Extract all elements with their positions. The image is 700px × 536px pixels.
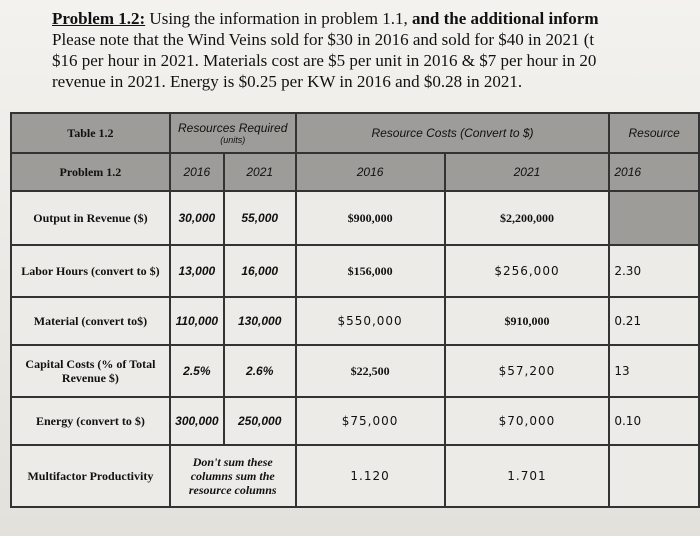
cell-energy-cost-2016: $75,000 <box>296 397 445 445</box>
cell-output-cost-2016: $900,000 <box>296 191 445 245</box>
year-2016-header: 2016 <box>170 153 224 191</box>
cell-material-2016: 110,000 <box>170 297 224 345</box>
table-row <box>11 245 699 297</box>
productivity-table <box>10 112 700 508</box>
table-title: Table 1.2 <box>11 113 170 153</box>
row-label-capital: Capital Costs (% of Total Revenue $) <box>11 345 170 397</box>
resources-required-header <box>170 113 296 153</box>
problem-line-1-bold: and the additional inform <box>411 9 599 28</box>
cell-labor-2016: 13,000 <box>170 245 224 297</box>
table-row <box>11 397 699 445</box>
table-header-row-1 <box>11 113 699 153</box>
problem-label: Problem 1.2 <box>11 153 170 191</box>
problem-line-1 <box>52 8 700 29</box>
cell-energy-2016: 300,000 <box>170 397 224 445</box>
cell-output-2021: 55,000 <box>224 191 296 245</box>
row-label-material: Material (convert to$) <box>11 297 170 345</box>
cell-energy-2021: 250,000 <box>224 397 296 445</box>
cell-material-2021: 130,000 <box>224 297 296 345</box>
cost-year-2016-header: 2016 <box>296 153 445 191</box>
row-label-mfp: Multifactor Productivity <box>11 445 170 507</box>
problem-line-4: revenue in 2021. Energy is $0.25 per KW in 2016 and $0.28 in 2021. <box>52 72 523 91</box>
cell-capital-extra: 13 <box>609 345 699 397</box>
cell-labor-cost-2021: $256,000 <box>445 245 610 297</box>
problem-line-3: $16 per hour in 2021. Materials cost are $5 per unit in 2016 & $7 per hour in 20 <box>52 51 597 70</box>
problem-title: Problem 1.2: <box>52 9 146 28</box>
cell-material-cost-2016: $550,000 <box>296 297 445 345</box>
resource-costs-header: Resource Costs (Convert to $) <box>296 113 610 153</box>
cell-energy-cost-2021: $70,000 <box>445 397 610 445</box>
table-row <box>11 297 699 345</box>
resources-required-label: Resources Required <box>178 121 288 135</box>
cell-material-cost-2021: $910,000 <box>445 297 610 345</box>
problem-line-1-text: Using the information in problem 1.1, <box>149 9 408 28</box>
units-label: (units) <box>220 135 246 145</box>
cell-labor-cost-2016: $156,000 <box>296 245 445 297</box>
table-row <box>11 191 699 245</box>
cell-output-cost-2021: $2,200,000 <box>445 191 610 245</box>
cell-mfp-extra <box>609 445 699 507</box>
cell-capital-2021: 2.6% <box>224 345 296 397</box>
sum-note: Don't sum these columns sum the resource columns <box>170 445 296 507</box>
problem-statement <box>52 8 700 92</box>
cell-output-extra <box>609 191 699 245</box>
row-label-labor: Labor Hours (convert to $) <box>11 245 170 297</box>
cost-year-2021-header: 2021 <box>445 153 610 191</box>
table-row <box>11 445 699 507</box>
resource-year-2016-header: 2016 <box>609 153 699 191</box>
cell-material-extra: 0.21 <box>609 297 699 345</box>
row-label-output: Output in Revenue ($) <box>11 191 170 245</box>
table-row <box>11 345 699 397</box>
resource-header-cut: Resource <box>609 113 699 153</box>
cell-output-2016: 30,000 <box>170 191 224 245</box>
cell-mfp-2021: 1.701 <box>445 445 610 507</box>
year-2021-header: 2021 <box>224 153 296 191</box>
cell-capital-cost-2016: $22,500 <box>296 345 445 397</box>
table-header-row-2 <box>11 153 699 191</box>
cell-labor-2021: 16,000 <box>224 245 296 297</box>
row-label-energy: Energy (convert to $) <box>11 397 170 445</box>
cell-energy-extra: 0.10 <box>609 397 699 445</box>
cell-labor-extra: 2.30 <box>609 245 699 297</box>
cell-mfp-2016: 1.120 <box>296 445 445 507</box>
cell-capital-2016: 2.5% <box>170 345 224 397</box>
problem-line-2: Please note that the Wind Veins sold for $30 in 2016 and sold for $40 in 2021 (t <box>52 30 595 49</box>
cell-capital-cost-2021: $57,200 <box>445 345 610 397</box>
